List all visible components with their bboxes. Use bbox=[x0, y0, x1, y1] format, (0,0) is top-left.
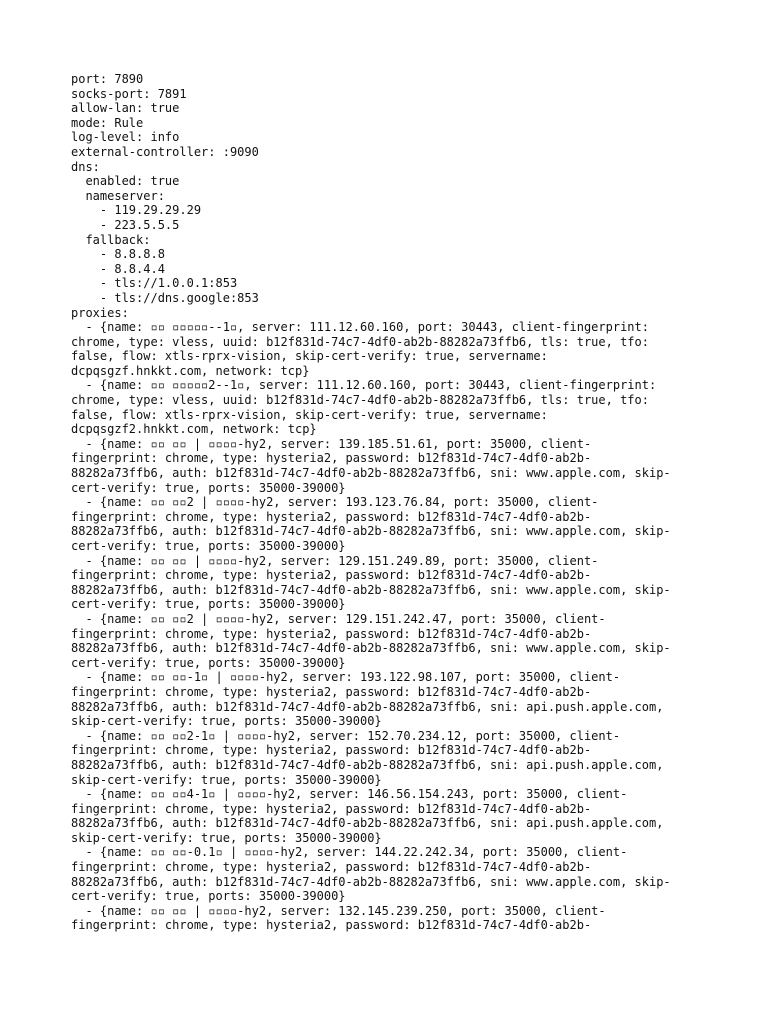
config-line: - {name: ▫▫ ▫▫ | ▫▫▫▫-hy2, server: 132.145.239.250, port: 35000, client- bbox=[71, 903, 606, 918]
config-line: 88282a73ffb6, auth: b12f831d-74c7-4df0-ab2b-88282a73ffb6, sni: www.apple.com, skip- bbox=[71, 466, 671, 481]
config-line: 88282a73ffb6, auth: b12f831d-74c7-4df0-ab2b-88282a73ffb6, sni: www.apple.com, skip- bbox=[71, 582, 671, 597]
config-line: 88282a73ffb6, auth: b12f831d-74c7-4df0-ab2b-88282a73ffb6, sni: www.apple.com, skip- bbox=[71, 524, 671, 539]
config-line: - {name: ▫▫ ▫▫-0.1▫ | ▫▫▫▫-hy2, server: 144.22.242.34, port: 35000, client- bbox=[71, 845, 628, 860]
config-line: fingerprint: chrome, type: hysteria2, password: b12f831d-74c7-4df0-ab2b- bbox=[71, 684, 592, 699]
config-line: port: 7890 bbox=[71, 72, 144, 86]
config-line: chrome, type: vless, uuid: b12f831d-74c7-4df0-ab2b-88282a73ffb6, tls: true, tfo: bbox=[71, 393, 649, 408]
config-line: cert-verify: true, ports: 35000-39000} bbox=[71, 889, 346, 904]
config-line: enabled: true bbox=[71, 174, 180, 189]
config-line: skip-cert-verify: true, ports: 35000-39000} bbox=[71, 772, 382, 787]
config-line: skip-cert-verify: true, ports: 35000-39000} bbox=[71, 714, 382, 729]
config-line: cert-verify: true, ports: 35000-39000} bbox=[71, 539, 346, 553]
config-line: fingerprint: chrome, type: hysteria2, password: b12f831d-74c7-4df0-ab2b- bbox=[71, 626, 592, 641]
config-line: - {name: ▫▫ ▫▫▫▫▫--1▫, server: 111.12.60.160, port: 30443, client-fingerprint: bbox=[71, 320, 649, 335]
config-line: 88282a73ffb6, auth: b12f831d-74c7-4df0-ab2b-88282a73ffb6, sni: api.push.apple.com, bbox=[71, 816, 664, 831]
config-line: allow-lan: true bbox=[71, 101, 180, 116]
config-line: - {name: ▫▫ ▫▫2 | ▫▫▫▫-hy2, server: 129.151.242.47, port: 35000, client- bbox=[71, 611, 606, 626]
config-line: fingerprint: chrome, type: hysteria2, password: b12f831d-74c7-4df0-ab2b- bbox=[71, 509, 592, 524]
config-line: fingerprint: chrome, type: hysteria2, password: b12f831d-74c7-4df0-ab2b- bbox=[71, 743, 592, 758]
config-line: external-controller: :9090 bbox=[71, 144, 259, 159]
config-line: - 8.8.4.4 bbox=[71, 261, 165, 276]
config-line: - tls://1.0.0.1:853 bbox=[71, 276, 238, 291]
config-text bbox=[71, 72, 711, 933]
config-line: dcpqsgzf.hnkkt.com, network: tcp} bbox=[71, 363, 310, 378]
config-line: fingerprint: chrome, type: hysteria2, password: b12f831d-74c7-4df0-ab2b- bbox=[71, 918, 592, 933]
config-line: dns: bbox=[71, 159, 100, 174]
config-line: - {name: ▫▫ ▫▫▫▫▫2--1▫, server: 111.12.60.160, port: 30443, client-fingerprint: bbox=[71, 378, 657, 393]
config-line: false, flow: xtls-rprx-vision, skip-cert-verify: true, servername: bbox=[71, 407, 548, 422]
config-line: chrome, type: vless, uuid: b12f831d-74c7-4df0-ab2b-88282a73ffb6, tls: true, tfo: bbox=[71, 334, 649, 349]
config-line: - {name: ▫▫ ▫▫2 | ▫▫▫▫-hy2, server: 193.123.76.84, port: 35000, client- bbox=[71, 495, 599, 510]
config-line: nameserver: bbox=[71, 188, 165, 203]
config-line: fingerprint: chrome, type: hysteria2, password: b12f831d-74c7-4df0-ab2b- bbox=[71, 451, 592, 466]
config-line: 88282a73ffb6, auth: b12f831d-74c7-4df0-ab2b-88282a73ffb6, sni: api.push.apple.com, bbox=[71, 699, 664, 714]
config-line: proxies: bbox=[71, 305, 129, 320]
config-line: - tls://dns.google:853 bbox=[71, 290, 259, 305]
config-line: cert-verify: true, ports: 35000-39000} bbox=[71, 655, 346, 670]
config-line: socks-port: 7891 bbox=[71, 86, 187, 101]
config-line: 88282a73ffb6, auth: b12f831d-74c7-4df0-ab2b-88282a73ffb6, sni: api.push.apple.com, bbox=[71, 757, 664, 772]
config-line: 88282a73ffb6, auth: b12f831d-74c7-4df0-ab2b-88282a73ffb6, sni: www.apple.com, skip- bbox=[71, 874, 671, 889]
config-line: - {name: ▫▫ ▫▫-1▫ | ▫▫▫▫-hy2, server: 193.122.98.107, port: 35000, client- bbox=[71, 670, 621, 685]
config-line: - {name: ▫▫ ▫▫4-1▫ | ▫▫▫▫-hy2, server: 146.56.154.243, port: 35000, client- bbox=[71, 787, 628, 802]
config-line: cert-verify: true, ports: 35000-39000} bbox=[71, 480, 346, 495]
config-line: fingerprint: chrome, type: hysteria2, password: b12f831d-74c7-4df0-ab2b- bbox=[71, 568, 592, 583]
config-line: - {name: ▫▫ ▫▫ | ▫▫▫▫-hy2, server: 139.185.51.61, port: 35000, client- bbox=[71, 436, 592, 451]
config-line: - 119.29.29.29 bbox=[71, 203, 202, 218]
config-line: mode: Rule bbox=[71, 115, 144, 130]
config-line: - {name: ▫▫ ▫▫ | ▫▫▫▫-hy2, server: 129.151.249.89, port: 35000, client- bbox=[71, 553, 599, 568]
config-line: fingerprint: chrome, type: hysteria2, password: b12f831d-74c7-4df0-ab2b- bbox=[71, 801, 592, 816]
config-line: dcpqsgzf2.hnkkt.com, network: tcp} bbox=[71, 422, 317, 437]
config-line: 88282a73ffb6, auth: b12f831d-74c7-4df0-ab2b-88282a73ffb6, sni: www.apple.com, skip- bbox=[71, 641, 671, 656]
config-line: - 223.5.5.5 bbox=[71, 217, 180, 232]
config-line: fingerprint: chrome, type: hysteria2, password: b12f831d-74c7-4df0-ab2b- bbox=[71, 860, 592, 875]
config-line: log-level: info bbox=[71, 130, 180, 145]
config-line: - 8.8.8.8 bbox=[71, 247, 165, 262]
config-line: fallback: bbox=[71, 232, 151, 247]
config-line: false, flow: xtls-rprx-vision, skip-cert-verify: true, servername: bbox=[71, 349, 548, 364]
config-line: - {name: ▫▫ ▫▫2-1▫ | ▫▫▫▫-hy2, server: 152.70.234.12, port: 35000, client- bbox=[71, 728, 621, 743]
config-line: cert-verify: true, ports: 35000-39000} bbox=[71, 597, 346, 612]
config-line: skip-cert-verify: true, ports: 35000-39000} bbox=[71, 830, 382, 845]
